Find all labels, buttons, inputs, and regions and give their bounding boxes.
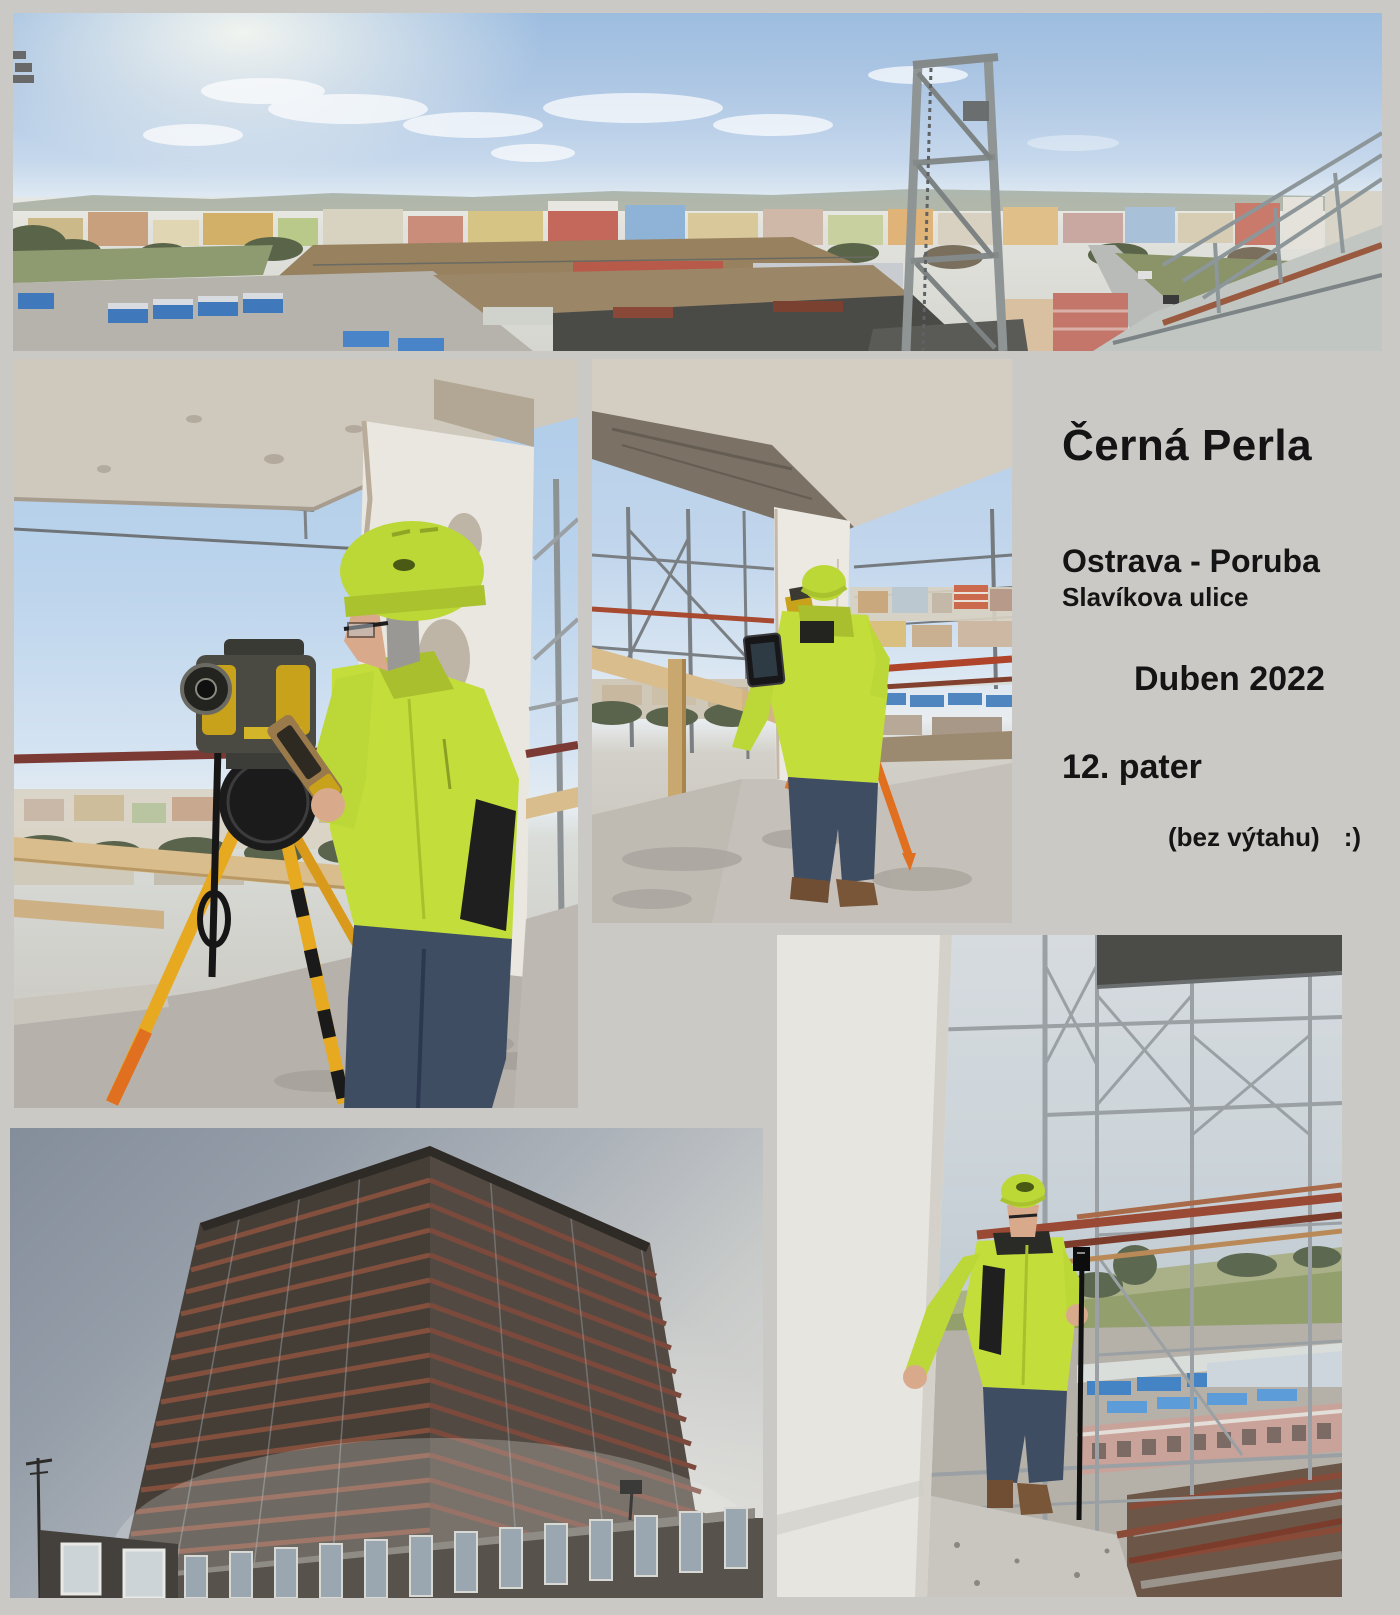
tower-illustration [10,1128,763,1598]
surveyor-illustration [14,359,578,1108]
white-column [777,935,952,1597]
caption-smiley: :) [1343,822,1362,852]
caption-street: Slavíkova ulice [1062,582,1249,612]
photo-surveyor-total-station [14,359,578,1108]
caption-title: Černá Perla [1062,421,1313,470]
caption-note [1168,824,1361,850]
photo-worker-slab-edge [777,935,1342,1597]
panorama-illustration [13,13,1382,351]
caption-date: Duben 2022 [1134,660,1325,698]
tablet [744,633,785,686]
photo-tower-scaffolding [10,1128,763,1598]
photo-surveyor-with-tablet [592,359,1012,923]
lens-artifact [13,51,34,83]
photo-panorama-city-view [13,13,1382,351]
edge-illustration [777,935,1342,1597]
center-illustration [592,359,1012,923]
caption-floor: 12. pater [1062,748,1202,786]
caption-note-text: (bez výtahu) [1168,822,1320,852]
caption-city: Ostrava - Poruba [1062,543,1320,579]
